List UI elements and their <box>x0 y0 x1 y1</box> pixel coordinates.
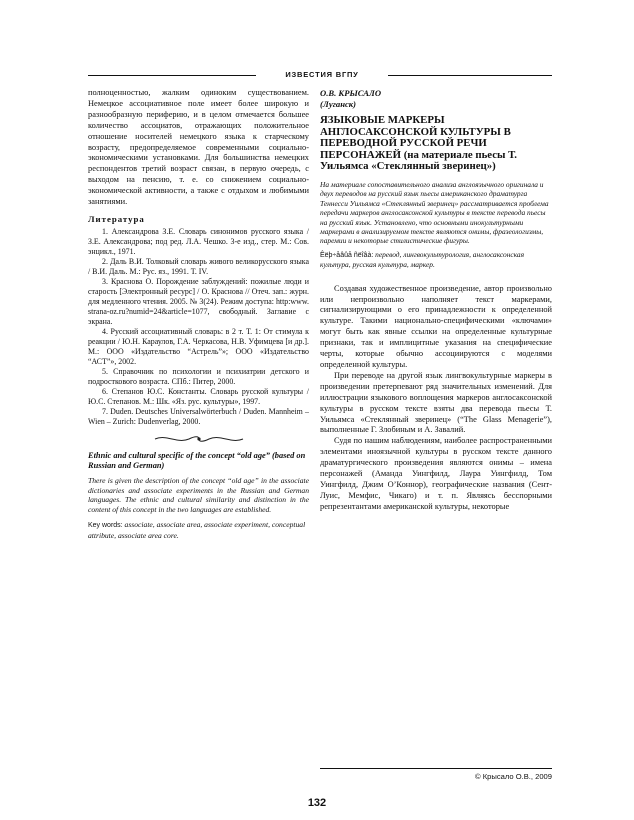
english-abstract: There is given the description of the concept “old age” in the associate dictionaries and associate experiments in the Russian and German languages. The ethnic and cultural similarity and distinction in the content of this concept in the two languages are established. <box>88 475 309 514</box>
keywords-label: Key words: <box>88 522 123 530</box>
body-paragraph: Создавая художественное произведение, автор произвольно или непроизвольно наполняет текст маркерами, сигнализирующими о его принадлежности к определенной культуре. Такими национально-специфическими «ключами» могут быть как явные ссылки на определенные культурные признаки, так и имплицитные указания на специфические черты, которые обычно ассоциируются с моделями определенной культуры. <box>320 283 552 369</box>
left-column <box>88 88 309 541</box>
keywords-value: associate, associate area, associate experiment, conceptual attribute, associate area core. <box>88 520 306 540</box>
author-city: (Луганск) <box>320 98 357 109</box>
keywords-value: перевод, лингвокультурология, англосаксонская культура, русская культура, маркер. <box>320 249 525 270</box>
running-header <box>88 69 552 81</box>
reference-item: 2. Даль В.И. Толковый словарь живого великорусского языка / В.И. Даль. М.: Рус. яз., 1991. Т. IV. <box>88 256 309 276</box>
journal-title: ИЗВЕСТИЯ ВГПУ <box>285 70 359 79</box>
english-keywords <box>88 520 309 540</box>
reference-list <box>88 227 309 427</box>
article-title: ЯЗЫКОВЫЕ МАРКЕРЫ АНГЛОСАКСОНСКОЙ КУЛЬТУРЫ В ПЕРЕВОДНОЙ РУССКОЙ РЕЧИ ПЕРСОНАЖЕЙ (на материале пьесы Т. Уильямса «Стеклянный зверинец») <box>320 114 517 173</box>
copyright-note: © Крысало О.В., 2009 <box>475 772 552 781</box>
reference-item: 1. Александрова З.Е. Словарь синонимов русского языка / З.Е. Александрова; под ред. Л.А. Чешко. 3-е изд., стер. М.: Сов. энцикл., 1971. <box>88 226 309 256</box>
continued-paragraph: полноценностью, жалким одиноким существованием. Немецкое ассоциативное поле имеет более широкую и разнообразную периферию, и в целом отмечается большее количество ассоциатов, отражающих положительное отношение носителей немецкого языка к старческому возрасту, предопределяемое современными социально-экономическими установками. Для большинства немецких респондентов третий возраст связан, в первую очередь, с выходом на пенсию, т. е. со снижением социально-экономической активности, а также с отдыхом и любимыми занятиями. <box>88 88 309 207</box>
reference-item: 7. Duden. Deutsches Universalwörterbuch / Duden. Mannheim – Wien – Zurich: Dudenverlag, 2000. <box>88 406 309 426</box>
body-paragraph: Судя по нашим наблюдениям, наиболее распространенными элементами иноязычной культуры в русском тексте данного драматургического произведения являются онимы – имена персонажей (Аманда Уингфилд, Лаура Уингфилд, Том Уингфилд, Джим О’Коннор), географические названия (Сент-Луис, Мемфис, Чикаго) и т. п. Являясь бесспорными репрезентантами американской культуры, некоторые <box>320 436 552 511</box>
footnote-rule <box>320 768 552 769</box>
page-number: 132 <box>307 797 327 809</box>
reference-item: 5. Справочник по психологии и психиатрии детского и подросткового возраста. СПб.: Питер, 2000. <box>88 366 309 386</box>
literature-heading: Литература <box>88 213 145 224</box>
english-title: Ethnic and cultural specific of the concept “old age” (based on Russian and German) <box>88 450 306 471</box>
ornament-divider-icon <box>153 433 245 445</box>
article-abstract: На материале сопоставительного анализа англоязычного оригинала и двух переводов на русский язык пьесы американского драматурга Теннесси Уильямса «Стеклянный зверинец» рассматривается проблема передачи маркеров англосаксонской культуры в тексте перевода пьесы на русский язык. Установлено, что основными инокультурными маркерами в анализируемом тексте являются онимы, фразеологизмы, паремии и некоторые стилистические фигуры. <box>320 179 549 246</box>
reference-item: 6. Степанов Ю.С. Константы. Словарь русской культуры / Ю.С. Степанов. М.: Шк. «Яз. рус. культуры», 1997. <box>88 386 309 406</box>
header-rule-left <box>88 75 256 76</box>
reference-item: 4. Русский ассоциативный словарь: в 2 т. Т. 1: От стимула к реакции / Ю.Н. Караулов, Г.А. Черкасова, Н.В. Уфимцева [и др.]. М.: ООО «Издательство “Астрель”»; ООО «Издательство “АСТ”», 2002. <box>88 326 309 366</box>
article-author: О.В. КРЫСАЛО <box>320 88 382 98</box>
body-paragraph: При переводе на другой язык лингвокультурные маркеры в произведении претерпевают ряд значительных изменений. Для иллюстрации языкового воплощения маркеров англосаксонской культуры в русском тексте взяты два перевода пьесы Т. Уильямса «Стеклянный зверинец» (“The Glass Menagerie”), выполненные Г. Злобиным и А. Завалий. <box>320 370 552 435</box>
header-rule-right <box>388 75 552 76</box>
reference-item: 3. Краснова О. Порождение заблуждений: пожилые люди и старость [Электронный ресурс] / О. Краснова // Отеч. зап.: журн. для медленного чтения. 2005. № 3(24). Режим доступа: http:www. strana-oz.ru?numid=24&article=1077, свободный. Заглавие с экрана. <box>88 276 309 326</box>
right-column <box>320 88 552 513</box>
keywords-label: Êëþ÷åâûå ñëîâà: <box>320 251 374 259</box>
article-keywords <box>320 250 552 270</box>
article-body <box>320 284 552 513</box>
left-body <box>88 88 309 208</box>
